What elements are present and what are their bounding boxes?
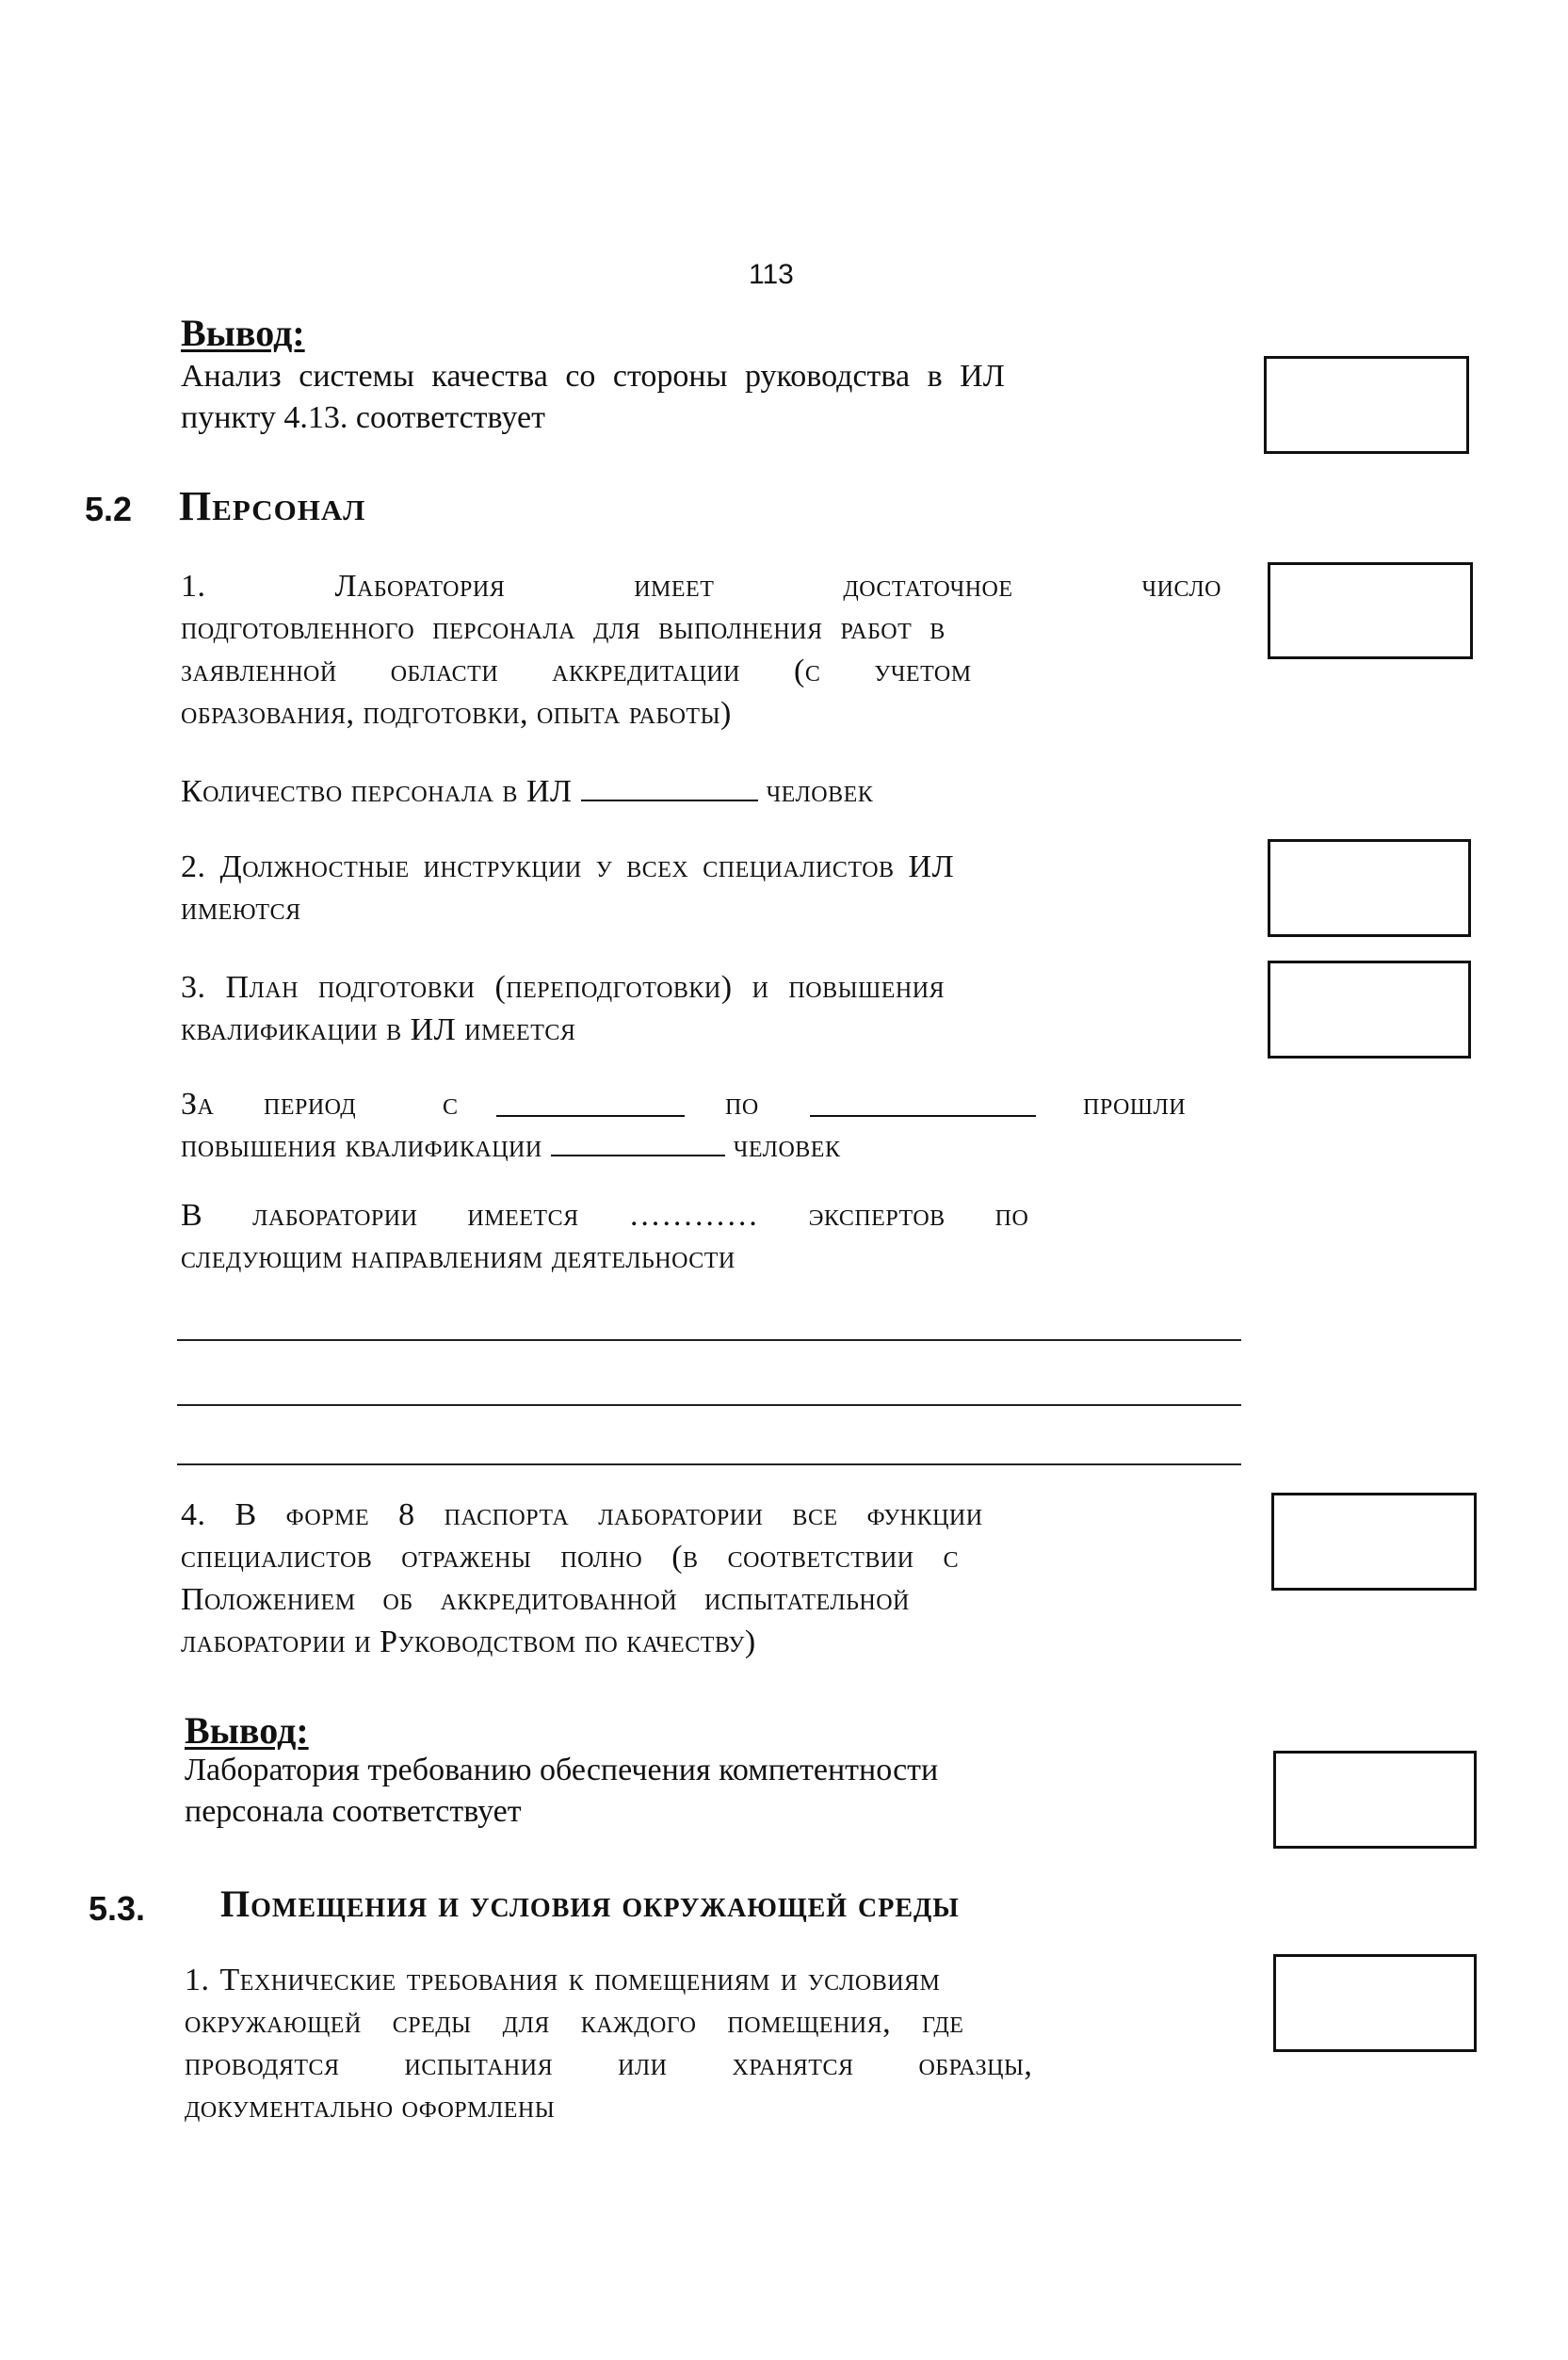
period-to-blank[interactable] — [810, 1091, 1036, 1117]
checkbox-item-premises[interactable] — [1273, 1954, 1477, 2052]
write-in-line[interactable] — [177, 1404, 1241, 1406]
period-word: прошли — [1083, 1087, 1187, 1122]
checkbox-conclusion-personnel[interactable] — [1273, 1751, 1477, 1849]
item-line: окружающей среды для каждого помещения, где — [185, 2005, 964, 2040]
item-line: 1. Технические требования к помещениям и условиям — [185, 1963, 941, 1997]
item-line: 2. Должностные инструкции у всех специалистов ИЛ — [181, 849, 955, 884]
item-line: лаборатории и Руководством по качеству) — [181, 1625, 756, 1659]
conclusion-text — [185, 1750, 1239, 1833]
training-count-label: повышения квалификации — [181, 1129, 542, 1164]
period-word: За — [181, 1087, 215, 1122]
item-text — [185, 1959, 1239, 2128]
conclusion-heading: Вывод: — [181, 312, 305, 354]
write-in-line[interactable] — [177, 1339, 1241, 1341]
item-line: имеются — [181, 892, 301, 927]
conclusion-text — [181, 356, 1236, 439]
item-text — [181, 565, 1236, 735]
conclusion-line: пункту 4.13. соответствует — [181, 400, 545, 435]
period-line — [181, 1083, 1236, 1125]
section-number: 5.2 — [85, 490, 133, 528]
item-text — [181, 1494, 1236, 1663]
staff-count-line — [181, 770, 1217, 813]
section-title: Помещения и условия окружающей среды — [220, 1883, 960, 1925]
period-from-blank[interactable] — [496, 1091, 685, 1117]
write-in-line[interactable] — [177, 1463, 1241, 1465]
staff-count-unit: человек — [766, 774, 874, 809]
conclusion-line: Лаборатория требованию обеспечения компетентности — [185, 1753, 939, 1787]
conclusion-line: персонала соответствует — [185, 1794, 522, 1829]
staff-count-label: Количество персонала в ИЛ — [181, 774, 573, 809]
period-word: период — [264, 1087, 357, 1122]
section-number: 5.3. — [89, 1889, 146, 1928]
checkbox-item-4[interactable] — [1271, 1493, 1477, 1591]
experts-line: следующим направлениям деятельности — [181, 1240, 736, 1275]
item-text — [181, 966, 1236, 1051]
checkbox-conclusion-4-13[interactable] — [1264, 356, 1469, 454]
training-count-line — [181, 1125, 1217, 1168]
checkbox-item-1[interactable] — [1268, 562, 1473, 659]
item-text — [181, 846, 1236, 930]
item-line: 3. План подготовки (переподготовки) и повышения — [181, 970, 946, 1005]
conclusion-line: Анализ системы качества со стороны руководства в ИЛ — [181, 359, 1005, 394]
item-line: квалификации в ИЛ имеется — [181, 1012, 576, 1047]
item-line: заявленной области аккредитации (с учетом — [181, 654, 972, 688]
period-word: с — [443, 1087, 459, 1122]
item-line: проводятся испытания или хранятся образцы, — [185, 2047, 1033, 2082]
training-count-unit: человек — [733, 1129, 841, 1164]
training-count-blank[interactable] — [551, 1130, 725, 1156]
checkbox-item-2[interactable] — [1268, 839, 1471, 937]
experts-text — [181, 1194, 1236, 1279]
checkbox-item-3[interactable] — [1268, 961, 1471, 1059]
item-line: специалистов отражены полно (в соответствии с — [181, 1540, 960, 1575]
experts-line: В лаборатории имеется ………… экспертов по — [181, 1198, 1029, 1233]
item-line: 1. Лаборатория имеет достаточное число — [181, 569, 1221, 604]
period-word: по — [725, 1087, 759, 1122]
item-line: Положением об аккредитованной испытательной — [181, 1582, 910, 1617]
item-line: 4. В форме 8 паспорта лаборатории все функции — [181, 1497, 983, 1532]
section-title: Персонал — [179, 483, 366, 529]
item-line: документально оформлены — [185, 2090, 556, 2125]
page-number: 113 — [749, 259, 794, 290]
item-line: подготовленного персонала для выполнения работ в — [181, 611, 946, 646]
conclusion-heading: Вывод: — [185, 1709, 309, 1752]
item-line: образования, подготовки, опыта работы) — [181, 696, 732, 731]
staff-count-blank[interactable] — [581, 775, 758, 801]
